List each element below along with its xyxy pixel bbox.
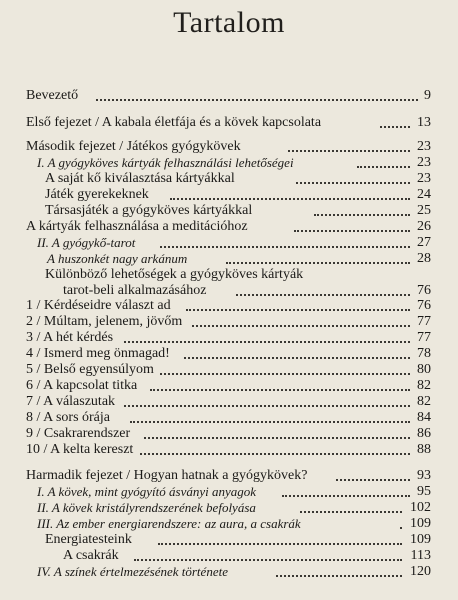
toc-entry-page: 76 [417,283,431,298]
toc-entry-page: 13 [417,115,431,130]
toc-entry-label: III. Az ember energiarendszere: az aura, a csakrák [37,516,301,531]
dot-leader [282,495,410,497]
toc-entry [0,267,458,283]
toc-entry-page: 23 [417,155,431,170]
page-title: Tartalom [173,6,285,39]
toc-entry-page: 109 [410,516,431,531]
toc-entry-label: IV. A színek értelmezésének története [37,564,228,579]
toc-entry-page: 24 [417,187,431,202]
dot-leader [184,357,410,359]
toc-entry-label: 1 / Kérdéseidre választ ad [26,298,171,313]
toc-entry-label: 3 / A hét kérdés [26,330,114,345]
dot-leader [314,214,410,216]
dot-leader [130,421,410,423]
toc-entry-label: 9 / Csakrarendszer [26,426,131,441]
toc-entry-page: 109 [410,532,431,547]
toc-entry-page: 23 [417,139,431,154]
toc-entry-page: 102 [410,500,431,515]
toc-entry-label: Különböző lehetőségek a gyógyköves kártyák [45,267,304,282]
toc-entry-label: Harmadik fejezet / Hogyan hatnak a gyógykövek? [26,468,308,483]
dot-leader [158,543,402,545]
toc-entry-page: 82 [417,394,431,409]
toc-entry [0,378,458,394]
toc-entry [0,442,458,458]
toc-entry-page: 95 [417,484,431,499]
toc-entry [0,314,458,330]
toc-entry-page: 113 [410,548,431,563]
toc-entry-label: Játék gyerekeknek [45,187,149,202]
toc-entry [0,219,458,235]
toc-entry-label: I. A gyógyköves kártyák felhasználási lehetőségei [37,155,294,170]
toc-entry-page: 9 [424,88,431,103]
dot-leader [170,198,410,200]
toc-entry-page: 27 [417,235,431,250]
toc-entry-label: II. A gyógykő-tarot [37,235,136,250]
toc-entry-page: 77 [417,330,431,345]
toc-entry-label: Társasjáték a gyógyköves kártyákkal [45,203,253,218]
toc-entry [0,88,458,104]
toc-entry-page: 26 [417,219,431,234]
toc-entry-page: 80 [417,362,431,377]
dot-leader [124,405,410,407]
toc-entry [0,516,458,532]
toc-entry-label: Második fejezet / Játékos gyógykövek [26,139,241,154]
toc-entry-page: 25 [417,203,431,218]
toc-entry [0,548,458,564]
dot-leader [336,479,410,481]
toc-entry-label: 6 / A kapcsolat titka [26,378,138,393]
dot-leader [226,262,410,264]
dot-leader [288,150,410,152]
dot-leader [134,559,402,561]
toc-entry-page: 120 [410,564,431,579]
toc-entry [0,564,458,580]
toc-entry-label: 2 / Múltam, jelenem, jövőm [26,314,183,329]
toc-entry-label: A saját kő kiválasztása kártyákkal [45,171,235,186]
toc-entry-page: 28 [417,251,431,266]
toc-entry [0,484,458,500]
toc-entry [0,187,458,203]
toc-entry-label: tarot-beli alkalmazásához [63,283,207,298]
toc-entry-label: Energiatesteink [45,532,132,547]
toc-entry-page: 93 [417,468,431,483]
dot-leader [236,294,410,296]
dot-leader [380,126,410,128]
toc-entry [0,426,458,442]
toc-entry-page: 76 [417,298,431,313]
dot-leader [357,166,410,168]
dot-leader [140,453,410,455]
toc-entry [0,283,458,299]
toc-entry [0,330,458,346]
toc-entry-label: 5 / Belső egyensúlyom [26,362,154,377]
toc-entry [0,362,458,378]
toc-entry-label: Első fejezet / A kabala életfája és a kövek kapcsolata [26,115,322,130]
dot-leader [300,511,402,513]
toc-entry-label: 8 / A sors órája [26,410,110,425]
toc-entry-label: A kártyák felhasználása a meditációhoz [26,219,248,234]
toc-entry [0,410,458,426]
toc-entry-label: Bevezető [26,88,79,103]
toc-entry [0,115,458,131]
dot-leader [400,527,402,529]
dot-leader [160,246,410,248]
toc-entry-label: 10 / A kelta kereszt [26,442,134,457]
toc-entry-label: II. A kövek kristályrendszerének befolyása [37,500,256,515]
toc-entry [0,155,458,171]
dot-leader [296,182,410,184]
dot-leader [124,341,410,343]
dot-leader [294,230,410,232]
toc-entry-page: 86 [417,426,431,441]
dot-leader [144,437,410,439]
toc-entry-page: 88 [417,442,431,457]
toc-entry [0,203,458,219]
dot-leader [186,309,410,311]
toc-entry [0,171,458,187]
toc-entry-label: A huszonkét nagy arkánum [47,251,188,266]
toc-entry-label: 4 / Ismerd meg önmagad! [26,346,170,361]
toc-entry [0,251,458,267]
dot-leader [96,99,418,101]
toc-entry-page: 77 [417,314,431,329]
dot-leader [150,389,410,391]
toc-entry-label: A csakrák [63,548,119,563]
toc-entry-label: I. A kövek, mint gyógyító ásványi anyagok [37,484,257,499]
toc-entry [0,139,458,155]
toc-entry [0,235,458,251]
dot-leader [276,575,402,577]
toc-entry [0,346,458,362]
dot-leader [192,325,410,327]
toc-entry [0,532,458,548]
toc-entry [0,468,458,484]
dot-leader [160,373,410,375]
toc-entry-page: 84 [417,410,431,425]
toc-entry-page: 78 [417,346,431,361]
toc-entry [0,500,458,516]
toc-entry-label: 7 / A válaszutak [26,394,116,409]
toc-entry [0,394,458,410]
toc-entry-page: 82 [417,378,431,393]
toc-entry [0,298,458,314]
toc-entry-page: 23 [417,171,431,186]
